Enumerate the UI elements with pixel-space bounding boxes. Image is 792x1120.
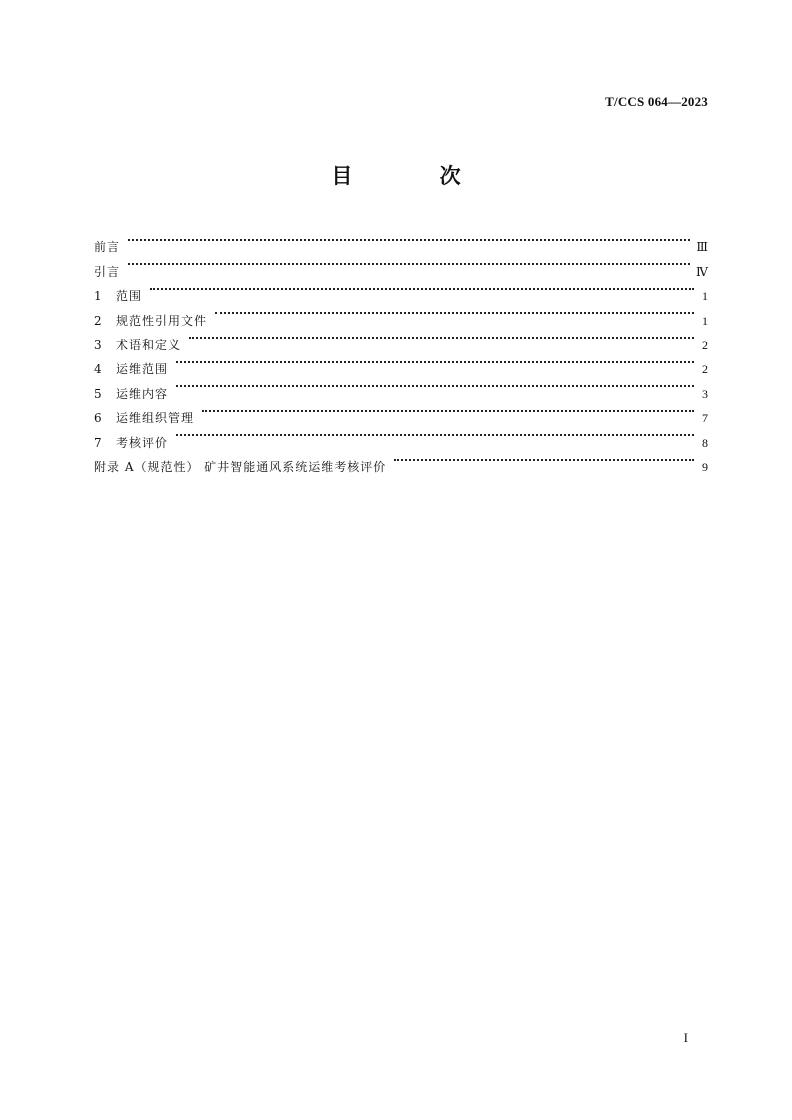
dot-leader [150, 276, 694, 300]
dot-leader [176, 349, 694, 373]
toc-section-number: 7 [94, 435, 102, 450]
toc-label: 范围 [116, 289, 143, 304]
toc-section-number: 2 [94, 313, 102, 328]
toc-page-number: 9 [702, 459, 708, 474]
toc-label: 运维组织管理 [116, 411, 195, 426]
toc-page-number: Ⅲ [696, 240, 708, 255]
toc-page-number: 2 [702, 337, 708, 352]
table-of-contents [94, 227, 708, 474]
toc-label: 运维范围 [116, 362, 169, 377]
toc-entry-6[interactable] [94, 398, 708, 426]
toc-section-number: 4 [94, 362, 102, 377]
dot-leader [202, 398, 694, 422]
toc-section-number: 3 [94, 337, 102, 352]
toc-label: 前言 [94, 240, 121, 255]
toc-label: 规范性引用文件 [116, 313, 208, 328]
toc-page-number: 3 [702, 386, 708, 401]
dot-leader [128, 227, 690, 251]
toc-entry-7[interactable] [94, 422, 708, 450]
toc-entry-foreword[interactable] [94, 227, 708, 255]
toc-entry-2[interactable] [94, 300, 708, 328]
dot-leader [394, 447, 694, 471]
toc-page-number: 8 [702, 435, 708, 450]
dot-leader [176, 373, 694, 397]
toc-entry-5[interactable] [94, 373, 708, 401]
toc-page-number: Ⅳ [696, 264, 708, 279]
toc-label: 术语和定义 [116, 337, 182, 352]
document-code: T/CCS 064—2023 [605, 94, 708, 109]
toc-label: 运维内容 [116, 386, 169, 401]
toc-section-number: 5 [94, 386, 102, 401]
dot-leader [215, 300, 694, 324]
dot-leader [128, 251, 690, 275]
toc-page-number: 1 [702, 313, 708, 328]
toc-section-number: 6 [94, 411, 102, 426]
toc-label: 引言 [94, 264, 121, 279]
toc-label: 附录 A（规范性） 矿井智能通风系统运维考核评价 [94, 459, 387, 474]
dot-leader [189, 325, 694, 349]
toc-entry-introduction[interactable] [94, 251, 708, 279]
toc-entry-1[interactable] [94, 276, 708, 304]
toc-entry-appendix-a[interactable] [94, 447, 708, 474]
toc-page-number: 2 [702, 362, 708, 377]
page-title: 目 次 [331, 164, 501, 188]
toc-section-number: 1 [94, 289, 102, 304]
toc-page-number: 7 [702, 411, 708, 426]
toc-page-number: 1 [702, 289, 708, 304]
dot-leader [176, 422, 694, 446]
toc-label: 考核评价 [116, 435, 169, 450]
page-number: I [683, 1030, 688, 1045]
toc-entry-4[interactable] [94, 349, 708, 377]
